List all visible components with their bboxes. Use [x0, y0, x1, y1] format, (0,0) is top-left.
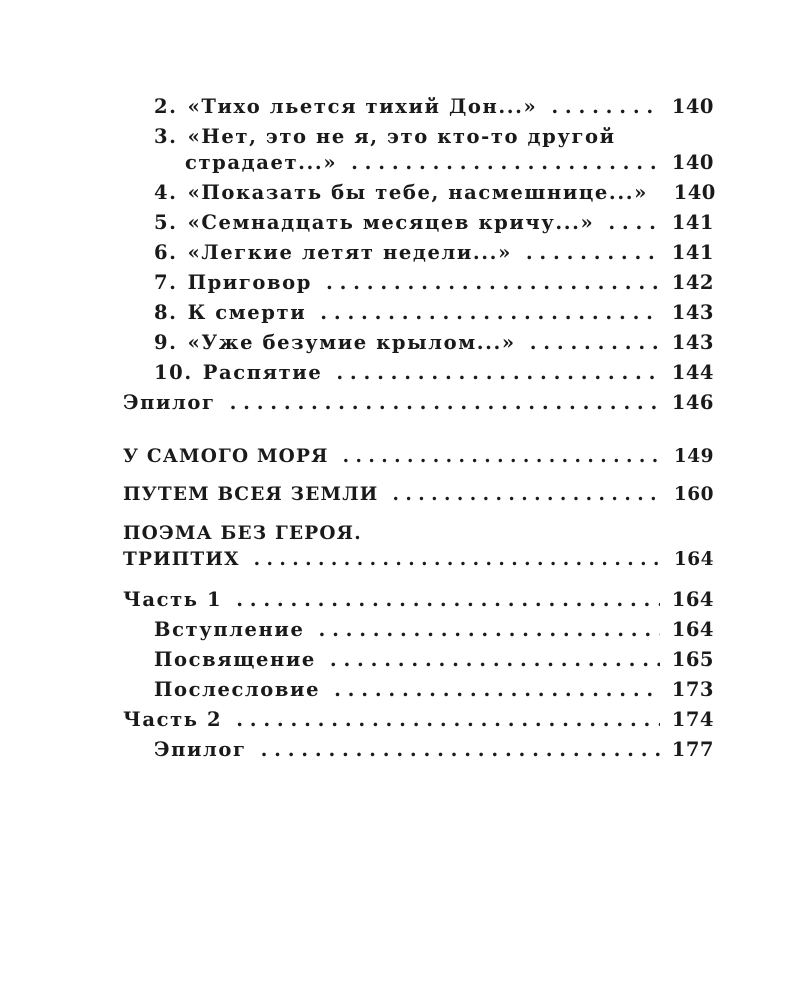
toc-entry[interactable] [154, 124, 714, 150]
entry-page-number: 164 [671, 618, 714, 641]
dot-leader [351, 150, 660, 176]
dot-leader [230, 390, 660, 416]
toc-entry[interactable] [154, 617, 714, 643]
toc-entry[interactable] [185, 150, 714, 176]
entry-number: 4. [154, 181, 178, 204]
entry-title: «Легкие летят недели...» [187, 241, 512, 264]
toc-entry[interactable] [154, 330, 714, 356]
entry-number: 10. [154, 361, 193, 384]
entry-number: 6. [154, 241, 178, 264]
toc-entry[interactable] [154, 180, 714, 206]
entry-page-number: 140 [673, 181, 716, 204]
entry-number: 2. [154, 95, 178, 118]
dot-leader [261, 737, 660, 763]
entry-title: «Уже безумие крылом...» [187, 331, 516, 354]
entry-page-number: 173 [671, 678, 714, 701]
dot-leader [236, 707, 660, 733]
toc-entry[interactable] [154, 677, 714, 703]
entry-page-number: 140 [671, 151, 714, 174]
entry-page-number: 141 [671, 241, 714, 264]
entry-title: страдает...» [185, 151, 338, 174]
entry-page-number: 177 [671, 738, 714, 761]
entry-title: «Нет, это не я, это кто-то другой [187, 125, 616, 148]
toc-entry[interactable] [154, 270, 714, 296]
section-title: У САМОГО МОРЯ [123, 446, 329, 467]
dot-leader [392, 482, 660, 508]
entry-page-number: 149 [673, 446, 714, 467]
toc-section-entry[interactable] [123, 521, 714, 547]
entry-number: 5. [154, 211, 178, 234]
entry-page-number: 143 [671, 301, 714, 324]
section-title: ПУТЕМ ВСЕЯ ЗЕМЛИ [123, 484, 379, 505]
dot-leader [526, 240, 660, 266]
section-title: ТРИПТИХ [123, 549, 240, 570]
entry-number: 7. [154, 271, 178, 294]
toc-entry[interactable] [154, 737, 714, 763]
toc-section-entry[interactable] [123, 482, 714, 508]
dot-leader [254, 547, 660, 573]
dot-leader [330, 647, 660, 673]
entry-page-number: 142 [671, 271, 714, 294]
toc-part-entry[interactable] [123, 587, 714, 613]
toc-entry-epilogue[interactable] [123, 390, 714, 416]
dot-leader [326, 270, 660, 296]
toc-section-entry[interactable] [123, 547, 714, 573]
entry-title: Приговор [187, 271, 313, 294]
entry-title: «Тихо льется тихий Дон...» [187, 95, 538, 118]
entry-page-number: 146 [671, 391, 714, 414]
entry-page-number: 141 [671, 211, 714, 234]
entry-page-number: 164 [671, 588, 714, 611]
toc-entry[interactable] [154, 647, 714, 673]
entry-page-number: 174 [671, 708, 714, 731]
dot-leader [319, 617, 661, 643]
dot-leader [530, 330, 660, 356]
entry-number: 8. [154, 301, 178, 324]
dot-leader [236, 587, 660, 613]
entry-page-number: 165 [671, 648, 714, 671]
entry-title: Эпилог [123, 391, 216, 414]
entry-number: 3. [154, 125, 178, 148]
toc-part-entry[interactable] [123, 707, 714, 733]
entry-title: Распятие [202, 361, 323, 384]
toc-section-entry[interactable] [123, 444, 714, 470]
entry-title: Вступление [154, 618, 305, 641]
dot-leader [320, 300, 660, 326]
entry-title: Посвящение [154, 648, 316, 671]
toc-entry[interactable] [154, 210, 714, 236]
part-title: Часть 2 [123, 708, 223, 731]
entry-page-number: 143 [671, 331, 714, 354]
entry-number: 9. [154, 331, 178, 354]
entry-page-number: 144 [671, 361, 714, 384]
entry-page-number: 164 [673, 549, 714, 570]
toc-entry[interactable] [154, 300, 714, 326]
entry-title: К смерти [187, 301, 307, 324]
entry-page-number: 140 [671, 95, 714, 118]
toc-entry[interactable] [154, 360, 714, 386]
toc-entry[interactable] [154, 240, 714, 266]
dot-leader [608, 210, 660, 236]
dot-leader [551, 94, 660, 120]
part-title: Часть 1 [123, 588, 223, 611]
toc-entry[interactable] [154, 94, 714, 120]
entry-title: Послесловие [154, 678, 321, 701]
entry-title: «Показать бы тебе, насмешнице...» [187, 181, 648, 204]
entry-title: Эпилог [154, 738, 247, 761]
dot-leader [336, 360, 660, 386]
dot-leader [343, 444, 660, 470]
section-title: ПОЭМА БЕЗ ГЕРОЯ. [123, 523, 362, 544]
dot-leader [334, 677, 660, 703]
entry-title: «Семнадцать месяцев кричу...» [187, 211, 595, 234]
entry-page-number: 160 [673, 484, 714, 505]
